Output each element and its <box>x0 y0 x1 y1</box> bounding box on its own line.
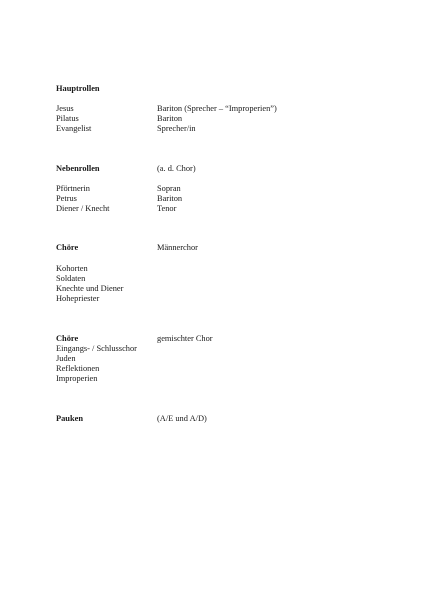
heading-choere-gemischt: Chöre <box>56 334 79 343</box>
role-pfoertnerin: Pförtnerin <box>56 184 90 193</box>
heading-hauptrollen: Hauptrollen <box>56 84 100 93</box>
gemischter-chor-note: gemischter Chor <box>157 334 213 343</box>
pauken-note: (A/E und A/D) <box>157 414 207 423</box>
voice-jesus: Bariton (Sprecher – “Improperien”) <box>157 104 277 113</box>
chor-item-reflektionen: Reflektionen <box>56 364 100 373</box>
voice-pilatus: Bariton <box>157 114 183 123</box>
voice-diener-knecht: Tenor <box>157 204 177 213</box>
heading-nebenrollen: Nebenrollen <box>56 164 100 173</box>
chor-item-knechte-und-diener: Knechte und Diener <box>56 284 124 293</box>
role-evangelist: Evangelist <box>56 124 92 133</box>
heading-choere-maennerchor: Chöre <box>56 243 79 252</box>
nebenrollen-note: (a. d. Chor) <box>157 164 196 173</box>
voice-pfoertnerin: Sopran <box>157 184 181 193</box>
chor-item-kohorten: Kohorten <box>56 264 88 273</box>
maennerchor-note: Männerchor <box>157 243 198 252</box>
heading-pauken: Pauken <box>56 414 83 423</box>
role-jesus: Jesus <box>56 104 74 113</box>
chor-item-soldaten: Soldaten <box>56 274 86 283</box>
chor-item-eingangs-schlusschor: Eingangs- / Schlusschor <box>56 344 137 353</box>
chor-item-hohepriester: Hohepriester <box>56 294 100 303</box>
chor-item-improperien: Improperien <box>56 374 98 383</box>
role-petrus: Petrus <box>56 194 77 203</box>
chor-item-juden: Juden <box>56 354 76 363</box>
role-pilatus: Pilatus <box>56 114 79 123</box>
voice-evangelist: Sprecher/in <box>157 124 196 133</box>
voice-petrus: Bariton <box>157 194 183 203</box>
role-diener-knecht: Diener / Knecht <box>56 204 110 213</box>
